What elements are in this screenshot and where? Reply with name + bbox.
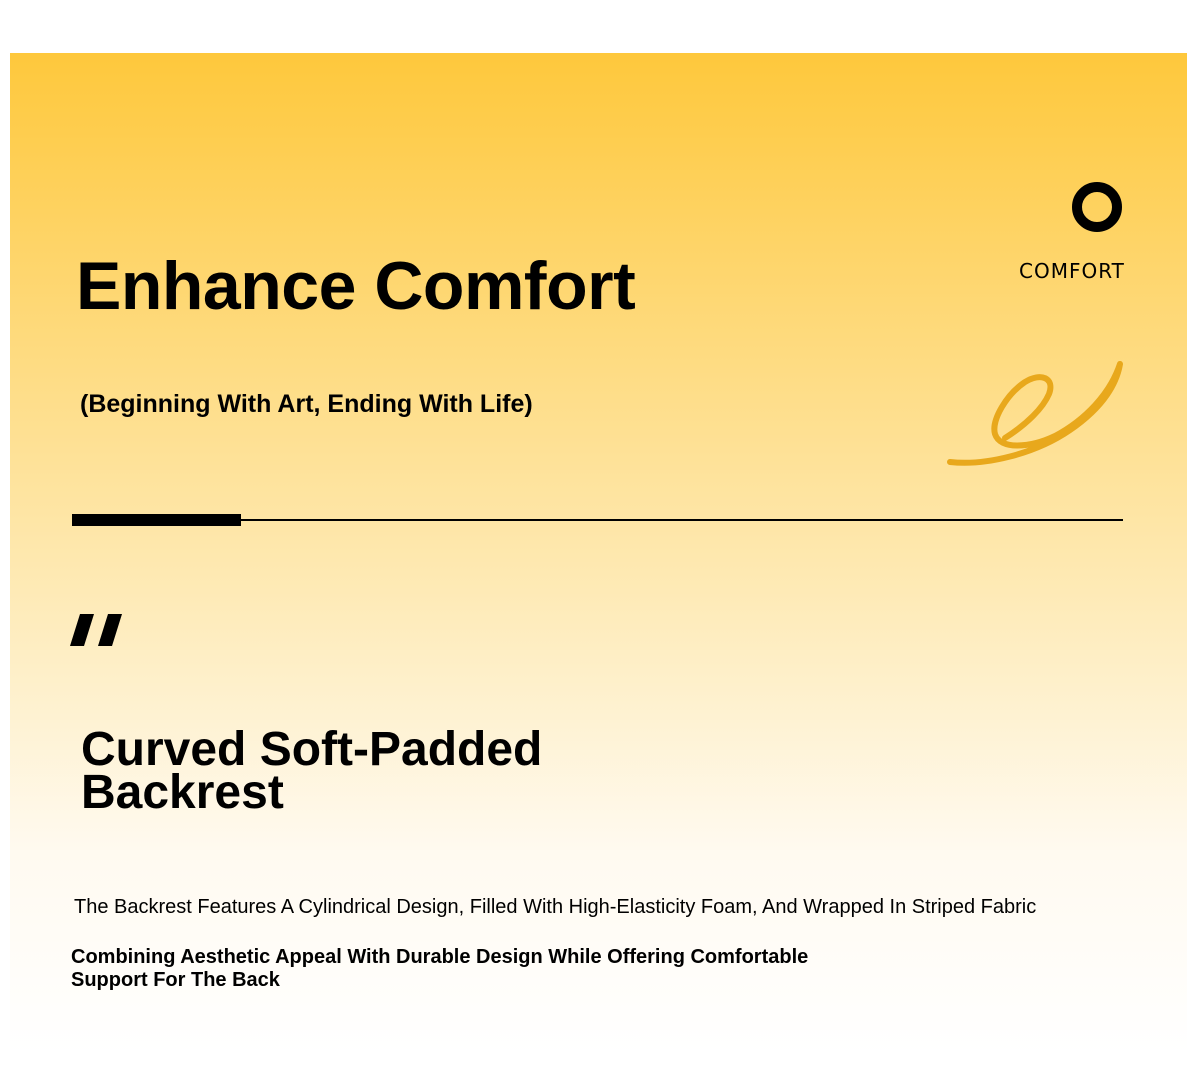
swirl-icon	[945, 358, 1127, 470]
feature-title: Curved Soft-Padded Backrest	[81, 723, 543, 819]
page-title: Enhance Comfort	[76, 248, 636, 324]
feature-description: The Backrest Features A Cylindrical Design, Filled With High-Elasticity Foam, And Wrapped In Striped Fabric	[74, 896, 1037, 918]
feature-note: Combining Aesthetic Appeal With Durable Design While Offering Comfortable Support For The Back	[71, 946, 809, 991]
quote-mark-icon	[70, 612, 126, 648]
divider-accent	[72, 514, 241, 526]
comfort-label: COMFORT	[1019, 259, 1125, 283]
ring-icon	[1072, 182, 1122, 232]
page-subtitle: (Beginning With Art, Ending With Life)	[80, 390, 533, 418]
